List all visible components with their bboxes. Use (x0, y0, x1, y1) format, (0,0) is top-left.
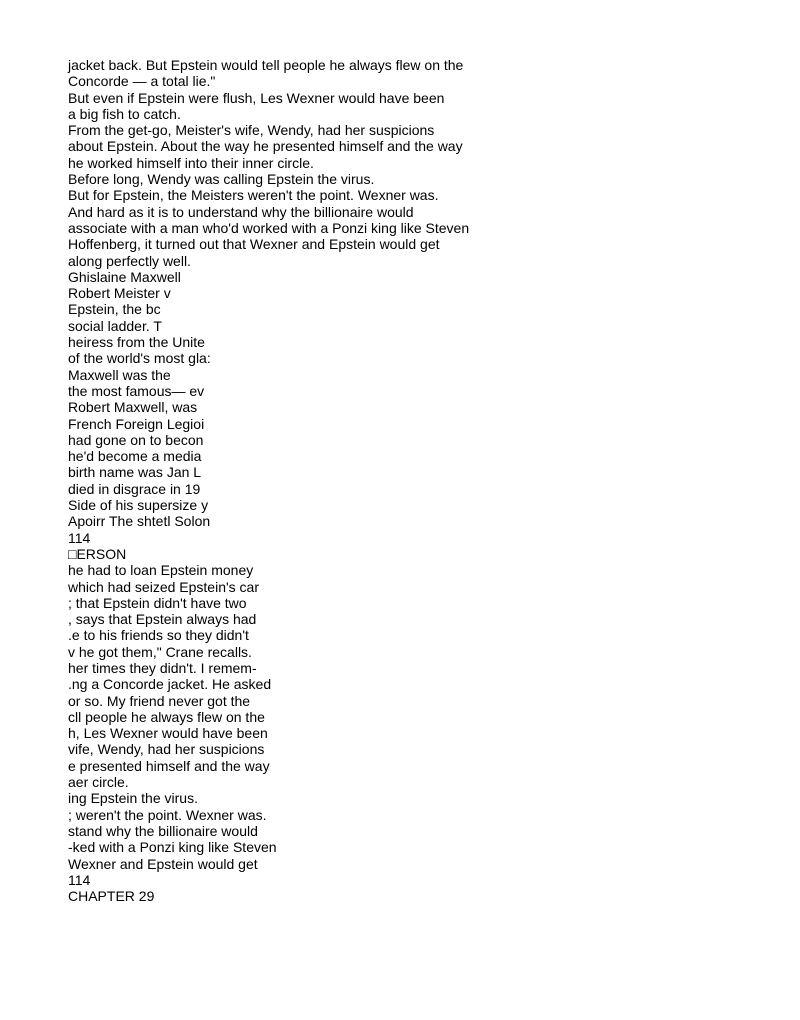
text-line: □ERSON (68, 545, 127, 562)
text-line: Ghislaine Maxwell (68, 268, 181, 285)
text-line: .e to his friends so they didn't (68, 627, 249, 644)
text-line: birth name was Jan L (68, 464, 202, 481)
text-line: the most famous— ev (68, 382, 205, 399)
text-line: Hoffenberg, it turned out that Wexner and Epstein would get (68, 236, 440, 253)
text-line: -ked with a Ponzi king like Steven (68, 839, 277, 856)
text-line: he had to loan Epstein money (68, 562, 254, 579)
page-number: 114 (68, 871, 91, 888)
text-line: ; that Epstein didn't have two (68, 594, 247, 611)
text-line: Concorde — a total lie." (68, 73, 216, 90)
text-line: aer circle. (68, 774, 129, 791)
text-line: .ng a Concorde jacket. He asked (68, 676, 272, 693)
text-line: her times they didn't. I remem- (68, 659, 257, 676)
text-line: ing Epstein the virus. (68, 790, 198, 807)
text-line: But even if Epstein were flush, Les Wexner would have been (68, 89, 445, 106)
text-line: From the get-go, Meister's wife, Wendy, had her suspicions (68, 122, 435, 139)
text-line: ; weren't the point. Wexner was. (68, 806, 267, 823)
text-line: v he got them," Crane recalls. (68, 643, 252, 660)
text-line: Epstein, the bc (68, 301, 161, 318)
text-line: Before long, Wendy was calling Epstein the virus. (68, 171, 375, 188)
text-line: jacket back. But Epstein would tell people he always flew on the (68, 57, 464, 73)
text-line: Side of his supersize y (68, 497, 209, 514)
text-line: social ladder. T (68, 317, 162, 334)
text-line: of the world's most gla: (68, 350, 211, 367)
text-line: Wexner and Epstein would get (68, 855, 258, 872)
text-line: he worked himself into their inner circle. (68, 154, 314, 171)
text-line: a big fish to catch. (68, 105, 181, 122)
text-line: cll people he always flew on the (68, 708, 265, 725)
text-line: French Foreign Legioi (68, 415, 205, 432)
text-line: associate with a man who'd worked with a Ponzi king like Steven (68, 219, 470, 236)
text-line: e presented himself and the way (68, 757, 270, 774)
text-line: h, Les Wexner would have been (68, 725, 268, 742)
chapter-heading: CHAPTER 29 (68, 888, 155, 905)
text-line: or so. My friend never got the (68, 692, 251, 709)
page-number: 114 (68, 529, 91, 546)
text-line: Robert Meister v (68, 285, 171, 302)
text-line: vife, Wendy, had her suspicions (68, 741, 265, 758)
text-line: which had seized Epstein's car (68, 578, 259, 595)
text-line: died in disgrace in 19 (68, 480, 201, 497)
text-line: stand why the billionaire would (68, 822, 258, 839)
text-line: along perfectly well. (68, 252, 191, 269)
document-text (68, 57, 768, 904)
text-line: heiress from the Unite (68, 334, 205, 351)
text-line: had gone on to becon (68, 431, 204, 448)
text-line: about Epstein. About the way he presented himself and the way (68, 138, 463, 155)
text-line: Maxwell was the (68, 366, 171, 383)
text-line: he'd become a media (68, 448, 202, 465)
text-line: But for Epstein, the Meisters weren't the point. Wexner was. (68, 187, 439, 204)
text-line: , says that Epstein always had (68, 611, 257, 628)
text-line: Apoirr The shtetl Solon (68, 513, 211, 530)
text-line: And hard as it is to understand why the billionaire would (68, 203, 414, 220)
text-line: Robert Maxwell, was (68, 399, 198, 416)
